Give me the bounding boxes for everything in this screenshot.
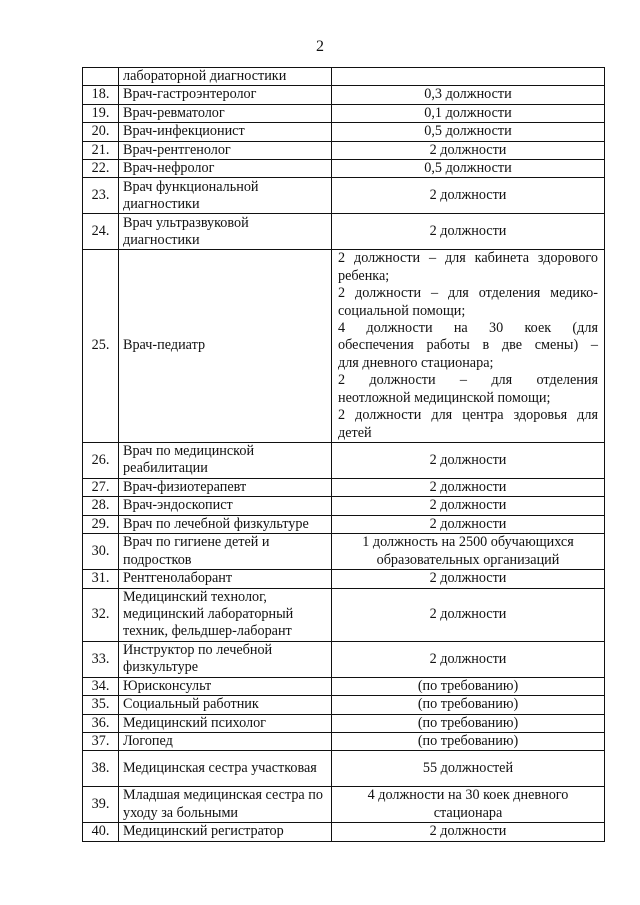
position-name: Логопед — [119, 732, 332, 750]
row-number: 38. — [83, 751, 119, 787]
row-number: 34. — [83, 677, 119, 695]
position-count: 2 должности — [332, 497, 605, 515]
row-number: 24. — [83, 214, 119, 250]
count-line: социальной помощи; — [338, 302, 466, 319]
table-row — [83, 123, 605, 141]
position-name: Врач-физиотерапевт — [119, 478, 332, 496]
count-line: для дневного стационара; — [338, 354, 494, 371]
position-name: Врач-ревматолог — [119, 104, 332, 122]
position-name: Врач-педиатр — [119, 250, 332, 442]
row-number: 29. — [83, 515, 119, 533]
position-name: Врач ультразвуковой диагностики — [119, 214, 332, 250]
row-number: 27. — [83, 478, 119, 496]
row-number: 18. — [83, 86, 119, 104]
table-row — [83, 178, 605, 214]
count-line: 2 должности – для кабинета здорового — [338, 250, 598, 267]
position-name: Врач по медицинской реабилитации — [119, 442, 332, 478]
table-row — [83, 497, 605, 515]
position-count: (по требованию) — [332, 696, 605, 714]
position-count: 2 должности — [332, 515, 605, 533]
table-row — [83, 823, 605, 841]
position-count: 1 должность на 2500 обучающихся образовательных организаций — [332, 534, 605, 570]
position-name: Врач-нефролог — [119, 160, 332, 178]
row-number: 30. — [83, 534, 119, 570]
row-number: 35. — [83, 696, 119, 714]
position-name: Врач функциональной диагностики — [119, 178, 332, 214]
table-row — [83, 250, 605, 442]
row-number: 23. — [83, 178, 119, 214]
position-name: Врач-инфекционист — [119, 123, 332, 141]
position-count: 4 должности на 30 коек дневного стационара — [332, 787, 605, 823]
table-row — [83, 68, 605, 86]
position-name: Инструктор по лечебной физкультуре — [119, 641, 332, 677]
row-number: 31. — [83, 570, 119, 588]
row-number: 20. — [83, 123, 119, 141]
position-name: Медицинская сестра участковая — [119, 751, 332, 787]
table-row — [83, 677, 605, 695]
count-line: детей — [338, 424, 372, 441]
position-count: 2 должности — [332, 588, 605, 641]
position-name: Медицинский психолог — [119, 714, 332, 732]
table-row — [83, 86, 605, 104]
staffing-table — [82, 67, 605, 842]
count-line: обеспечения работы в две смены) – — [338, 337, 598, 354]
position-name: Медицинский технолог, медицинский лабораторный техник, фельдшер-лаборант — [119, 588, 332, 641]
position-count: 2 должности — [332, 178, 605, 214]
row-number: 25. — [83, 250, 119, 442]
count-line: 2 должности – для отделения медико- — [338, 285, 598, 302]
position-name: Медицинский регистратор — [119, 823, 332, 841]
position-count: 55 должностей — [332, 751, 605, 787]
table-row — [83, 570, 605, 588]
row-number: 39. — [83, 787, 119, 823]
position-name: Врач-эндоскопист — [119, 497, 332, 515]
position-count: 2 должности — [332, 641, 605, 677]
position-name: лабораторной диагностики — [119, 68, 332, 86]
position-name: Врач по лечебной физкультуре — [119, 515, 332, 533]
table-row — [83, 751, 605, 787]
position-name: Рентгенолаборант — [119, 570, 332, 588]
position-name: Младшая медицинская сестра по уходу за больными — [119, 787, 332, 823]
table-row — [83, 442, 605, 478]
table-row — [83, 787, 605, 823]
table-row — [83, 588, 605, 641]
table-row — [83, 478, 605, 496]
position-count: 2 должности — [332, 478, 605, 496]
count-line: 2 должности для центра здоровья для — [338, 407, 598, 424]
table-row — [83, 732, 605, 750]
count-line: 2 должности – для отделения — [338, 372, 598, 389]
position-count — [332, 68, 605, 86]
row-number — [83, 68, 119, 86]
position-name: Врач-гастроэнтеролог — [119, 86, 332, 104]
table-row — [83, 534, 605, 570]
table-row — [83, 141, 605, 159]
position-name: Юрисконсульт — [119, 677, 332, 695]
position-name: Врач-рентгенолог — [119, 141, 332, 159]
position-name: Врач по гигиене детей и подростков — [119, 534, 332, 570]
row-number: 36. — [83, 714, 119, 732]
table-row — [83, 214, 605, 250]
table-row — [83, 696, 605, 714]
table-row — [83, 104, 605, 122]
count-line: неотложной медицинской помощи; — [338, 389, 551, 406]
count-line: 4 должности на 30 коек (для — [338, 320, 598, 337]
position-count: (по требованию) — [332, 677, 605, 695]
position-count: 0,3 должности — [332, 86, 605, 104]
row-number: 32. — [83, 588, 119, 641]
position-count: 2 должности — [332, 442, 605, 478]
row-number: 19. — [83, 104, 119, 122]
page-number: 2 — [316, 38, 324, 55]
position-count: 0,1 должности — [332, 104, 605, 122]
count-line: ребенка; — [338, 267, 390, 284]
table-row — [83, 714, 605, 732]
position-name: Социальный работник — [119, 696, 332, 714]
row-number: 40. — [83, 823, 119, 841]
position-count: 2 должности — [332, 823, 605, 841]
table-row — [83, 160, 605, 178]
row-number: 33. — [83, 641, 119, 677]
position-count: 0,5 должности — [332, 123, 605, 141]
row-number: 37. — [83, 732, 119, 750]
position-count: 0,5 должности — [332, 160, 605, 178]
pediatrician-count — [332, 250, 605, 442]
table-row — [83, 515, 605, 533]
position-count: 2 должности — [332, 570, 605, 588]
position-count: (по требованию) — [332, 732, 605, 750]
row-number: 22. — [83, 160, 119, 178]
table-row — [83, 641, 605, 677]
position-count: 2 должности — [332, 141, 605, 159]
row-number: 26. — [83, 442, 119, 478]
row-number: 28. — [83, 497, 119, 515]
row-number: 21. — [83, 141, 119, 159]
position-count: (по требованию) — [332, 714, 605, 732]
position-count: 2 должности — [332, 214, 605, 250]
